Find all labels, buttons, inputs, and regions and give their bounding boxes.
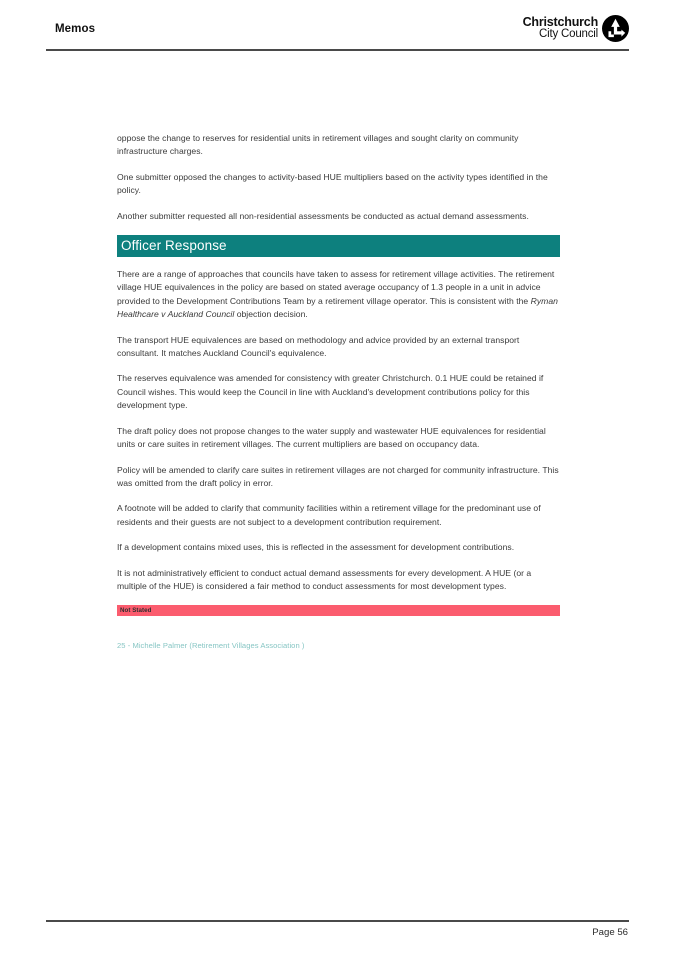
logo-line-christchurch: Christchurch [522,15,598,30]
paragraph: The reserves equivalence was amended for consistency with greater Christchurch. 0.1 HUE could be retained if Council wishes. This would keep the Council in line with Auckland's development contributions policy for this development type. [117,373,544,411]
logo-line-city-council: City Council [539,28,598,41]
paragraph: The draft policy does not propose changes to the water supply and wastewater HUE equivalences for residential units or care suites in retirement villages. The current multipliers are based on occupancy data. [117,425,546,450]
christchurch-city-council-logo [523,15,629,42]
section-heading-label: Officer Response [121,238,227,254]
header-divider [46,49,629,51]
paragraph: If a development contains mixed uses, this is reflected in the assessment for development contributions. [117,542,515,553]
page-header [46,12,629,52]
paragraph-text-after: objection decision. [234,309,308,320]
paragraph: Policy will be amended to clarify care suites in retirement villages are not charged for community infrastructure. This was omitted from the draft policy in error. [117,464,559,488]
paragraph: oppose the change to reserves for residential units in retirement villages and sought clarity on community infrastructure charges. [117,133,519,157]
paragraph: A footnote will be added to clarify that community facilities within a retirement village for the predominant use of residents and their guests are not subject to a development contribution requirement. [117,503,541,527]
paragraph-text-before: There are a range of approaches that councils have taken to assess for retirement village activities. The retirement village HUE equivalences in the policy are based on stated average occupancy of 1.3 people in a unit in advice provided to the Development Contributions Team by a retirement village operator. This is consistent with the [117,269,555,306]
logo-wordmark [523,16,598,40]
page-footer [46,920,629,938]
paragraph: The transport HUE equivalences are based on methodology and advice provided by an external transport consultant. It matches Auckland Council's equivalence. [117,334,520,359]
case-citation: Ryman Healthcare v Auckland Council [117,295,558,320]
footer-divider [46,920,629,922]
officer-response-heading-bar [117,235,560,257]
page-number: Page 56 [592,927,628,938]
status-badge: Not Stated [120,606,152,614]
document-body [117,132,560,650]
submitter-reference: 25 - Michelle Palmer (Retirement Villages Association ) [117,641,305,651]
status-bar [117,605,560,616]
council-crest-icon [602,15,629,42]
paragraph: It is not administratively efficient to conduct actual demand assessments for every development. A HUE (or a multiple of the HUE) is considered a fair method to conduct assessments for most development types. [117,567,532,591]
paragraph: One submitter opposed the changes to activity-based HUE multipliers based on the activity types identified in the policy. [117,171,548,196]
header-title: Memos [55,23,96,35]
paragraph [117,268,560,322]
paragraph: Another submitter requested all non-residential assessments be conducted as actual demand assessments. [117,210,529,221]
